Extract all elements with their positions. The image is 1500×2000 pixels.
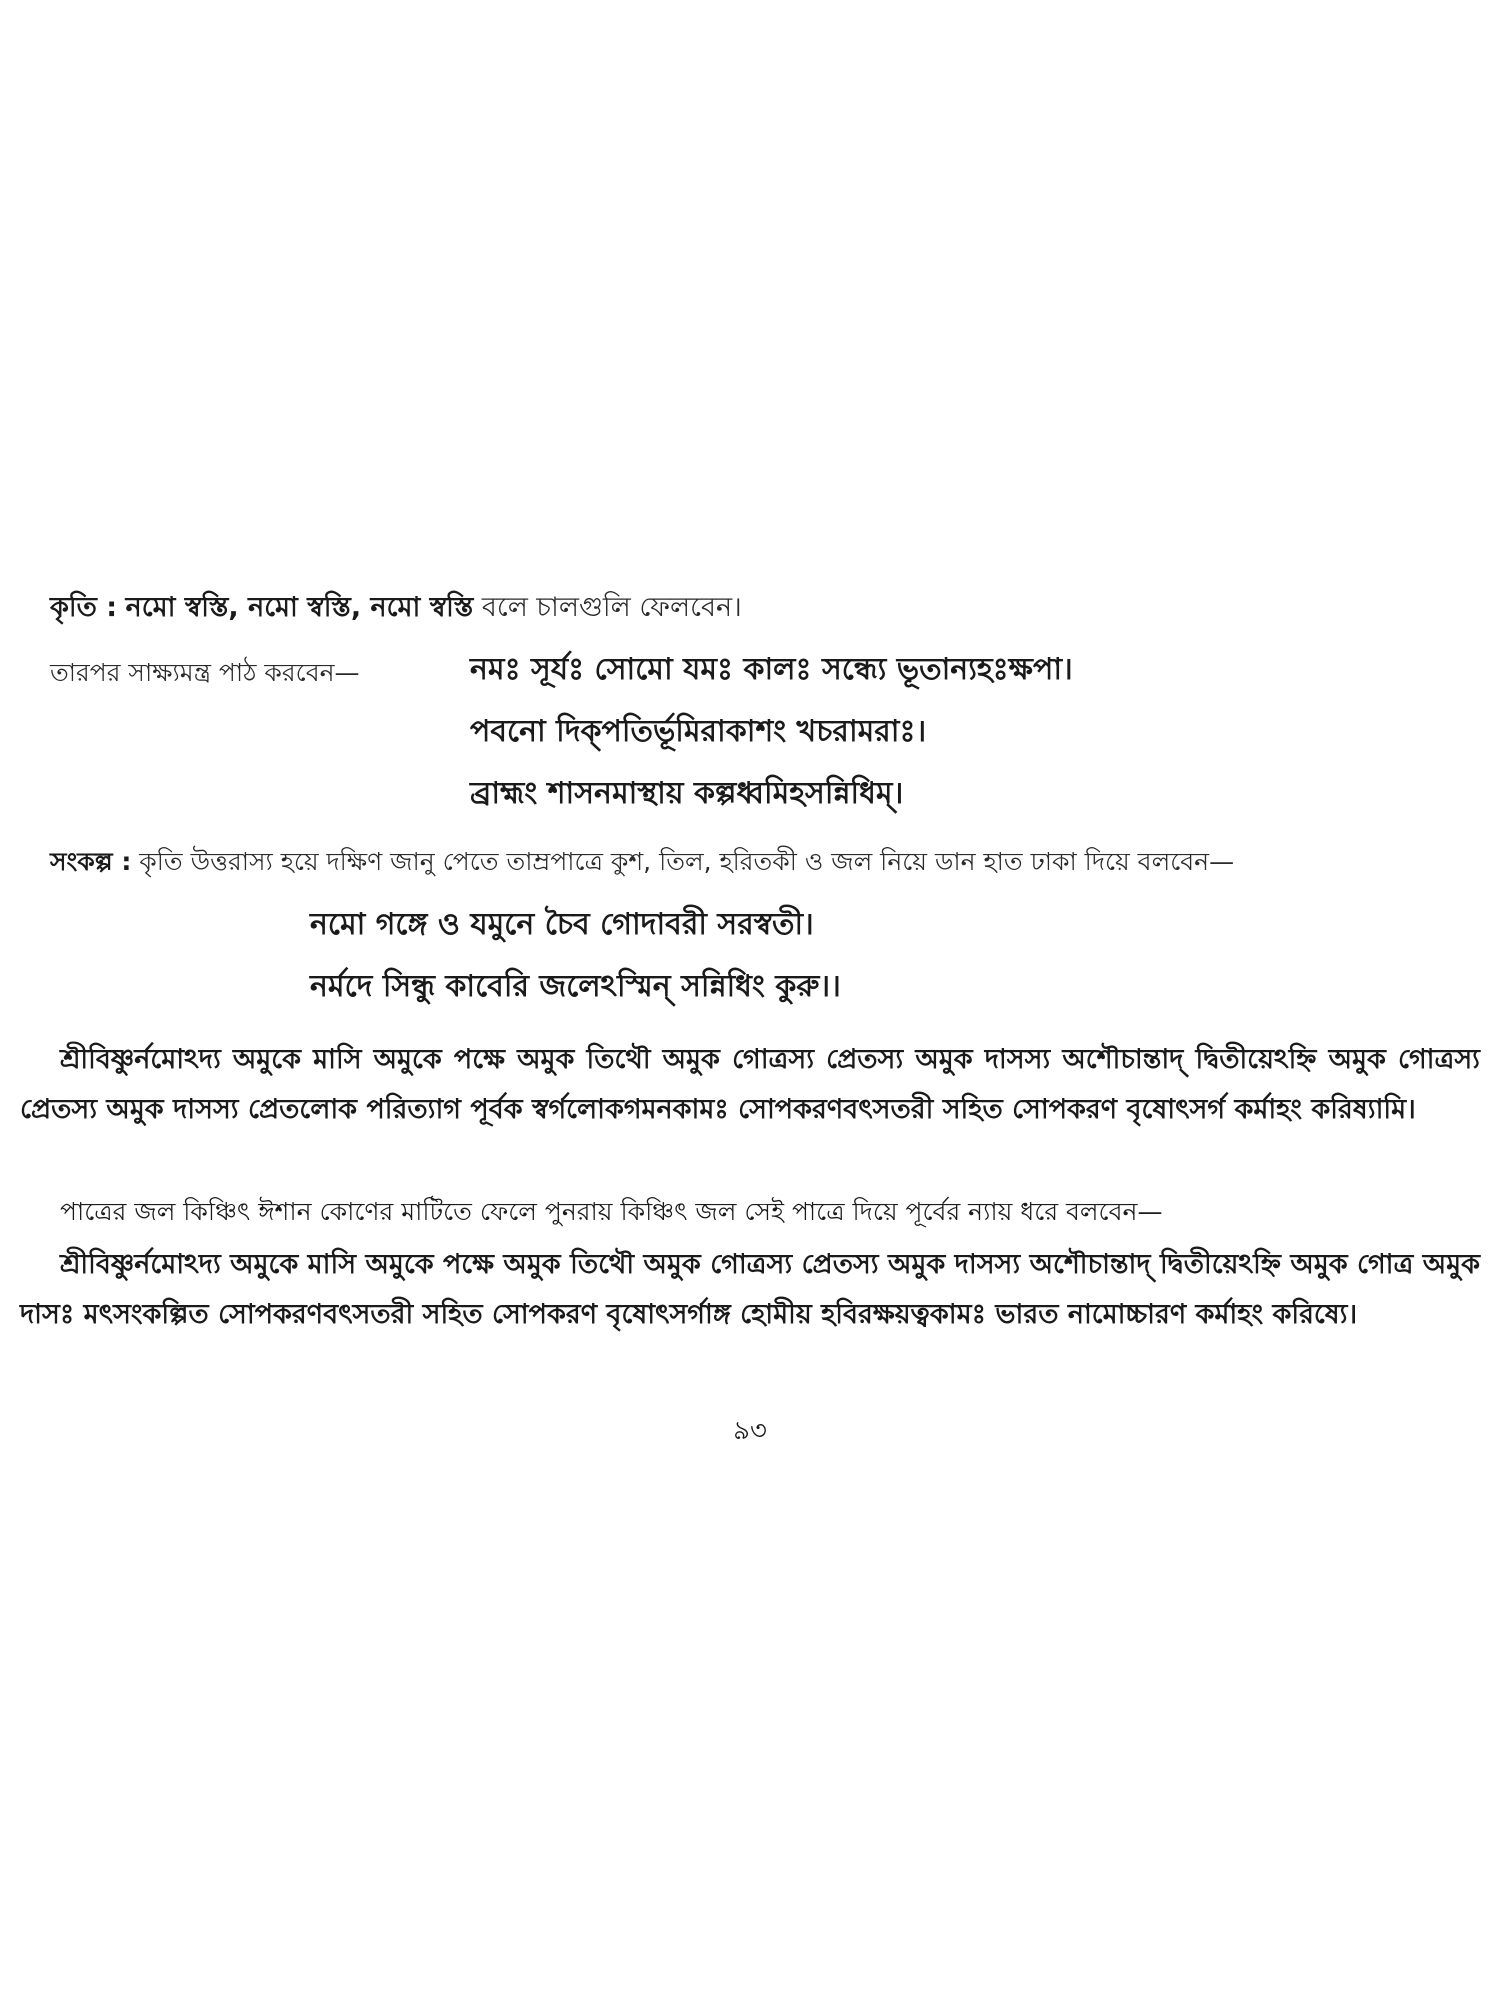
sakshya-verse-line-3: ব্রাহ্মং শাসনমাস্থায় কল্পধ্বমিহসন্নিধিম্‌।: [470, 776, 904, 811]
sankalpa-label: সংকল্প :: [50, 847, 132, 876]
kriti-instruction: বলে চালগুলি ফেলবেন।: [481, 592, 742, 623]
kriti-mantra: নমো স্বস্তি, নমো স্বস্তি, নমো স্বস্তি: [125, 592, 474, 623]
sankalpa-mantra-paragraph-1: শ্রীবিষ্ণুর্নমোঽদ্য অমুকে মাসি অমুকে পক্ষে অমুক তিথৌ অমুক গোত্রস্য প্রেতস্য অমুক দাসস্য অশৌচান্তাদ্‌ দ্বিতীয়েঽহ্নি অমুক গোত্রস্য প্রেতস্য অমুক দাসস্য প্রেতলোক পরিত্যাগ পূর্বক স্বর্গলোকগমনকামঃ সোপকরণবৎসতরী সহিত সোপকরণ বৃষোৎসর্গ কর্মাহং করিষ্যামি।: [20, 1044, 1480, 1125]
instruction-paragraph: পাত্রের জল কিঞ্চিৎ ঈশান কোণের মাটিতে ফেলে পুনরায় কিঞ্চিৎ জল সেই পাত্রে দিয়ে পূর্বের ন্যায় ধরে বলবেন—: [60, 1197, 1163, 1226]
sankalpa-instruction: কৃতি উত্তরাস্য হয়ে দক্ষিণ জানু পেতে তাম্রপাত্রে কুশ, তিল, হরিতকী ও জল নিয়ে ডান হাত ঢাকা দিয়ে বলবেন—: [139, 847, 1235, 876]
sakshya-intro: তারপর সাক্ষ্যমন্ত্র পাঠ করবেন—: [50, 658, 360, 687]
kriti-line: [50, 588, 742, 628]
kriti-label: কৃতি :: [50, 592, 118, 623]
sankalpa-verse-line-2: নর্মদে সিন্ধু কাবেরি জলেঽস্মিন্‌ সন্নিধিং কুরু।।: [310, 969, 841, 1004]
page-number: ৯৩: [733, 1416, 767, 1446]
sakshya-verse-line-1: নমঃ সূর্যঃ সোমো যমঃ কালঃ সন্ধ্যে ভূতান্যহঃক্ষপা।: [470, 652, 1073, 687]
sankalpa-verse-line-1: নমো গঙ্গে ও যমুনে চৈব গোদাবরী সরস্বতী।: [310, 907, 814, 942]
sankalpa-line: [50, 842, 1234, 882]
sankalpa-mantra-paragraph-2: শ্রীবিষ্ণুর্নমোঽদ্য অমুকে মাসি অমুকে পক্ষে অমুক তিথৌ অমুক গোত্রস্য প্রেতস্য অমুক দাসস্য অশৌচান্তাদ্‌ দ্বিতীয়েঽহ্নি অমুক গোত্র অমুক দাসঃ মৎসংকল্পিত সোপকরণবৎসতরী সহিত সোপকরণ বৃষোৎসর্গাঙ্গ হোমীয় হবিরক্ষয়ত্বকামঃ ভারত নামোচ্চারণ কর্মাহং করিষ্যে।: [20, 1249, 1480, 1330]
sakshya-verse-line-2: পবনো দিক্‌পতির্ভূমিরাকাশং খচরামরাঃ।: [470, 714, 927, 749]
